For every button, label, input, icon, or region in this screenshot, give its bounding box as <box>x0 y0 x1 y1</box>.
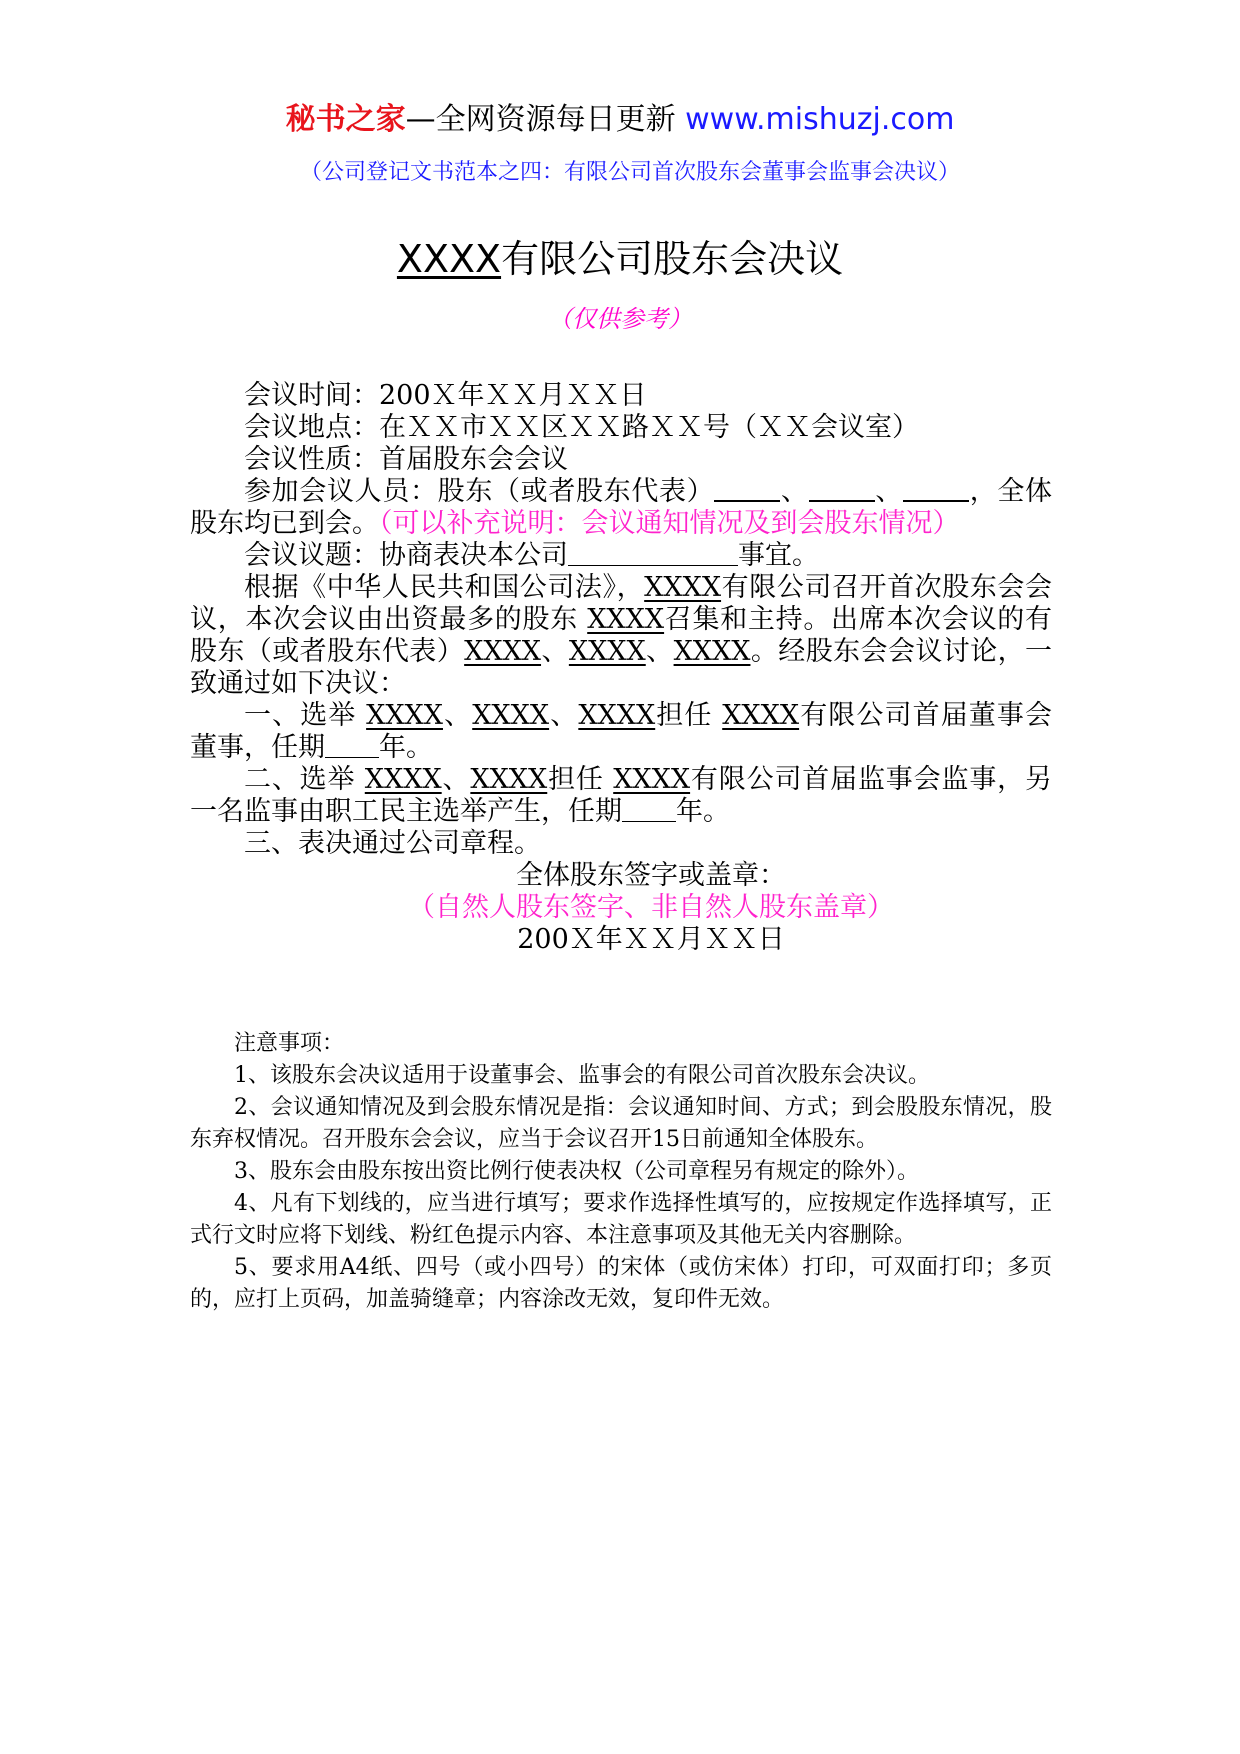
resolution-item-2: 二、选举 XXXX、XXXX担任 XXXX有限公司首届监事会监事，另一名监事由职工民主选举产生，任期 年。 <box>190 764 1053 827</box>
document-subtitle: （公司登记文书范本之四：有限公司首次股东会董事会监事会决议） <box>299 160 960 185</box>
meeting-topic: 会议议题：协商表决本公司 事宜。 <box>244 540 819 571</box>
note-item: 3、股东会由股东按出资比例行使表决权（公司章程另有规定的除外）。 <box>234 1159 919 1184</box>
meeting-attendees: 参加会议人员：股东（或者股东代表） 、 、 ，全体股东均已到会。（可以补充说明：会议通知情况及到会股东情况） <box>190 476 1053 539</box>
term-blank-2[interactable] <box>622 797 676 822</box>
meeting-nature: 会议性质：首届股东会会议 <box>244 444 568 475</box>
all-present-text: 全体股东均已到会。 <box>190 476 1053 539</box>
term-blank-1[interactable] <box>325 733 379 758</box>
attendee-blank-3[interactable] <box>903 476 969 502</box>
signature-label: 全体股东签字或盖章： <box>516 860 786 891</box>
meeting-place: 会议地点：在ＸＸ市ＸＸ区ＸＸ路ＸＸ号（ＸＸ会议室） <box>244 412 919 443</box>
site-banner <box>0 100 1240 140</box>
resolution-item-1: 一、选举 XXXX、XXXX、XXXX担任 XXXX有限公司首届董事会董事，任期 年。 <box>190 700 1053 763</box>
note-item: 1、该股东会决议适用于设董事会、监事会的有限公司首次股东会决议。 <box>234 1063 930 1088</box>
signature-date: 200Ｘ年ＸＸ月ＸＸ日 <box>517 924 785 955</box>
note-item: 4、凡有下划线的，应当进行填写；要求作选择性填写的，应按规定作选择填写，正式行文时应将下划线、粉红色提示内容、本注意事项及其他无关内容删除。 <box>190 1191 1052 1248</box>
resolution-intro: 根据《中华人民共和国公司法》，XXXX有限公司召开首次股东会会议，本次会议由出资最多的股东 XXXX召集和主持。出席本次会议的有股东（或者股东代表）XXXX、XXXX、XXXX。经股东会会议讨论，一致通过如下决议： <box>190 572 1053 699</box>
supplement-hint: （可以补充说明：会议通知情况及到会股东情况） <box>379 508 960 539</box>
topic-blank[interactable] <box>568 541 738 566</box>
note-item: 5、要求用A4纸、四号（或小四号）的宋体（或仿宋体）打印，可双面打印；多页的，应打上页码，加盖骑缝章；内容涂改无效，复印件无效。 <box>190 1255 1052 1312</box>
attendee-blank-1[interactable] <box>714 476 780 502</box>
reference-note: （仅供参考） <box>548 305 692 333</box>
note-item: 2、会议通知情况及到会股东情况是指：会议通知时间、方式；到会股股东情况，股东弃权情况。召开股东会会议，应当于会议召开15日前通知全体股东。 <box>190 1095 1052 1152</box>
title-text: 有限公司股东会决议 <box>501 237 844 281</box>
attendee-blank-2[interactable] <box>809 476 875 502</box>
brand-name: 秘书之家 <box>285 102 406 137</box>
title-company-placeholder: XXXX <box>396 237 502 281</box>
banner-tagline: —全网资源每日更新 <box>405 102 686 137</box>
resolution-body <box>190 380 1052 956</box>
site-url-link[interactable]: www.mishuzj.com <box>685 102 955 137</box>
page-title <box>0 234 1240 284</box>
resolution-item-3: 三、表决通过公司章程。 <box>244 828 541 859</box>
meeting-time: 会议时间：200Ｘ年ＸＸ月ＸＸ日 <box>244 380 647 411</box>
notes-section <box>190 1028 1052 1316</box>
notes-heading: 注意事项： <box>234 1031 345 1056</box>
signature-hint: （自然人股东签字、非自然人股东盖章） <box>408 892 894 923</box>
